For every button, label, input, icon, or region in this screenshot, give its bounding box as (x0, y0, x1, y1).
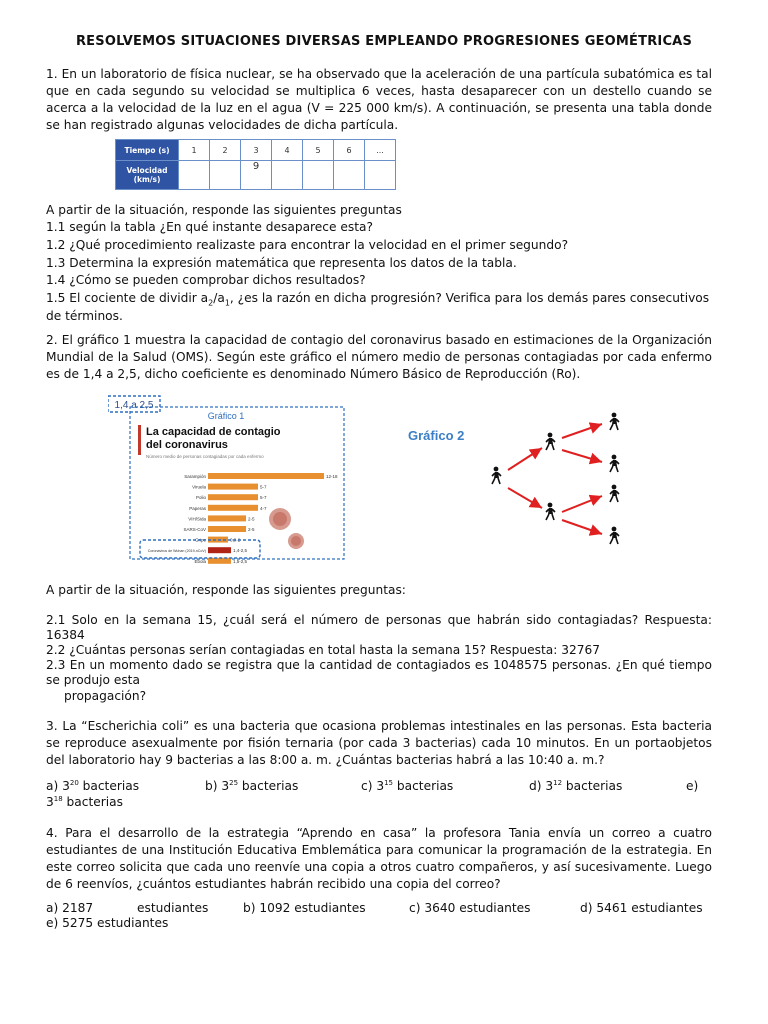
question-2-1-answer: 16384 (46, 628, 85, 642)
option-c-exp: 15 (384, 779, 394, 787)
question-2-3-cont: se produjo esta (46, 673, 140, 687)
option-a: a) 2187 (46, 901, 94, 915)
bar (208, 494, 258, 500)
table-cell: 1 (179, 140, 210, 161)
table-cell: 3 (241, 140, 272, 161)
velocity-label: Velocidad (126, 166, 168, 175)
chart-bars (148, 473, 338, 564)
option-b-unit: bacterias (238, 779, 299, 794)
question-1-3: 1.3 Determina la expresión matemática que representa los datos de la tabla. (46, 256, 517, 270)
question-2-3-cont2: propagación? (64, 689, 147, 703)
option-a-unit: estudiantes (137, 901, 209, 915)
chart-title-line1: La capacidad de contagio (146, 426, 281, 438)
bar (208, 515, 246, 521)
bar-value: 2-5 (248, 527, 255, 532)
figure-2-diagram (400, 400, 650, 560)
option-b-base: b) 3 (205, 779, 230, 794)
bar-value: 1,5-2,5 (233, 558, 248, 564)
q5-sub-2: 2 (208, 298, 214, 308)
table-cell: ... (365, 140, 396, 161)
table-cell (334, 161, 365, 190)
person-icon (492, 467, 501, 484)
table-cell (210, 161, 241, 190)
table-cell (365, 161, 396, 190)
option-a-exp: 20 (69, 779, 79, 787)
question-2-3-text: 2.3 En un momento dado se registra que la cantidad de contagiados es 1048575 personas. ¿En qué tiempo (46, 658, 712, 672)
option-e (46, 795, 123, 809)
bar (208, 547, 231, 553)
option-d-base: d) 3 (529, 779, 554, 794)
option-c (361, 779, 453, 793)
bar-label: Ébola (194, 558, 206, 564)
table-header-velocity (116, 161, 179, 190)
table-cell: 6 (334, 140, 365, 161)
person-icon (610, 527, 619, 544)
person-icon (610, 485, 619, 502)
table-cell: 2 (210, 140, 241, 161)
bar-value: 2-5 (248, 516, 255, 522)
person-icon (610, 413, 619, 430)
bar-label: Polio (195, 495, 206, 501)
problem-2-intro: A partir de la situación, responde las siguientes preguntas: (46, 583, 406, 597)
virus-icon-2 (288, 533, 304, 549)
velocity-table (115, 139, 396, 190)
question-1-1: 1.1 según la tabla ¿En qué instante desaparece esta? (46, 220, 373, 234)
option-c-base: c) 3 (361, 779, 385, 794)
question-2-1-text: 2.1 Solo en la semana 15, ¿cuál será el número de personas que habrán sido contagiadas? Respuesta: (46, 613, 712, 627)
chart-subtitle: Número medio de personas contagiadas por cada enfermo (146, 454, 264, 459)
bar-label: SARS-CoV (183, 527, 206, 532)
bar-value: 12-18 (326, 474, 338, 479)
figure-1-chart (108, 395, 348, 565)
option-b-exp: 25 (229, 779, 239, 787)
virus-icon-1 (269, 508, 291, 530)
bar-label: Coronavirus de Wuhan (2019-nCoV) (147, 549, 206, 554)
q5-slash: /a (213, 291, 225, 305)
chart-title-line2: del coronavirus (146, 439, 228, 451)
option-d-exp: 12 (553, 779, 563, 787)
bar-value: 5-7 (260, 484, 267, 490)
option-b (205, 779, 298, 793)
option-c: c) 3640 estudiantes (409, 901, 531, 915)
title-accent (138, 425, 141, 455)
question-1-5-cont: de términos. (46, 309, 123, 323)
bar (208, 526, 246, 532)
table-cell (303, 161, 334, 190)
question-1-2: 1.2 ¿Qué procedimiento realizaste para encontrar la velocidad en el primer segundo? (46, 238, 569, 252)
q5-sub-1: 1 (224, 298, 230, 308)
bar (208, 473, 324, 479)
bar (208, 484, 258, 490)
ro-badge-text: 1,4 a 2,5 (114, 400, 154, 411)
bar (208, 505, 258, 511)
bar (208, 558, 231, 564)
table-cell: 9 (241, 161, 272, 190)
figure-1-label: Gráfico 1 (207, 411, 245, 421)
person-icon (610, 455, 619, 472)
bar-value: 0,9-2 (230, 537, 241, 543)
option-d (529, 779, 622, 793)
problem-2-text: 2. El gráfico 1 muestra la capacidad de contagio del coronavirus basado en estimaciones de la Organización Mundial de la Salud (OMS). Según este gráfico el número medio de personas contagiadas por cada enfermo es de 1,4 a 2,5, dicho coeficiente es denominado Número Básico de Reproducción (Ro). (46, 333, 712, 381)
table-cell: 4 (272, 140, 303, 161)
problem-1-text: 1. En un laboratorio de física nuclear, se ha observado que la aceleración de una partícula subatómica es tal que en cada segundo su velocidad se multiplica 6 veces, hasta desaparecer con un destello cuando se acerca a la velocidad de la luz en el agua (V = 225 000 km/s). A continuación, se presenta una tabla donde se han registrado algunas velocidades de dicha partícula. (46, 67, 712, 132)
q5-part-b: , ¿es la razón en dicha progresión? Verifica para los demás pares consecutivos (229, 291, 710, 305)
problem-1-intro: A partir de la situación, responde las siguientes preguntas (46, 203, 402, 217)
option-e-unit: bacterias (62, 795, 123, 810)
question-2-2: 2.2 ¿Cuántas personas serían contagiadas en total hasta la semana 15? Respuesta: 32767 (46, 643, 600, 657)
people-figures (492, 413, 619, 544)
option-d-unit: bacterias (562, 779, 623, 794)
q5-part-a: 1.5 El cociente de dividir a (46, 291, 209, 305)
option-b: b) 1092 estudiantes (243, 901, 366, 915)
spread-arrows (508, 424, 602, 534)
bar-value: 4-7 (260, 505, 267, 511)
option-d: d) 5461 estudiantes (580, 901, 703, 915)
option-e: e) 5275 estudiantes (46, 916, 169, 930)
bar-value: 1,4-2,5 (233, 548, 248, 554)
table-header-time: Tiempo (s) (116, 140, 179, 161)
person-icon (546, 433, 555, 450)
bar-value: 5-7 (260, 495, 267, 501)
problem-4-text: 4. Para el desarrollo de la estrategia “Aprendo en casa” la profesora Tania envía un correo a cuatro estudiantes de una Institución Educativa Emblemática para comunicar la programación de la estrategia. En este correo solicita que cada uno reenvíe una copia a otros cuatro compañeros, y así sucesivamente. Luego de 6 reenvíos, ¿cuántos estudiantes habrán recibido una copia del correo? (46, 826, 712, 891)
figure-2-label: Gráfico 2 (408, 428, 465, 443)
table-cell (272, 161, 303, 190)
option-a (46, 779, 139, 793)
option-c-unit: bacterias (393, 779, 454, 794)
question-1-4: 1.4 ¿Cómo se pueden comprobar dichos resultados? (46, 273, 366, 287)
person-icon (546, 503, 555, 520)
option-a-unit: bacterias (78, 779, 140, 794)
table-cell (179, 161, 210, 190)
table-cell: 5 (303, 140, 334, 161)
bar-label: Sarampión (184, 474, 206, 479)
bar-label: Viruela (192, 484, 206, 490)
option-e-base: 3 (46, 795, 54, 810)
option-a-base: a) 3 (46, 779, 70, 794)
option-e-label: e) (686, 779, 699, 793)
bar-label: VIH/Sida (188, 516, 206, 522)
velocity-unit: (km/s) (133, 175, 161, 184)
page-title: RESOLVEMOS SITUACIONES DIVERSAS EMPLEANDO PROGRESIONES GEOMÉTRICAS (75, 34, 693, 49)
bar-label: Paperas (189, 505, 206, 511)
bar-label: Gripe (194, 537, 206, 543)
option-e-exp: 18 (53, 795, 63, 803)
problem-3-text: 3. La “Escherichia coli” es una bacteria que ocasiona problemas intestinales en las personas. Esta bacteria se reproduce asexualmente por fisión ternaria (por cada 3 bacterias) cada 10 minutos. En un portaobjetos del laboratorio hay 9 bacterias a las 8:00 a. m. ¿Cuántas bacterias habrá a las 10:40 a. m.? (46, 719, 712, 767)
